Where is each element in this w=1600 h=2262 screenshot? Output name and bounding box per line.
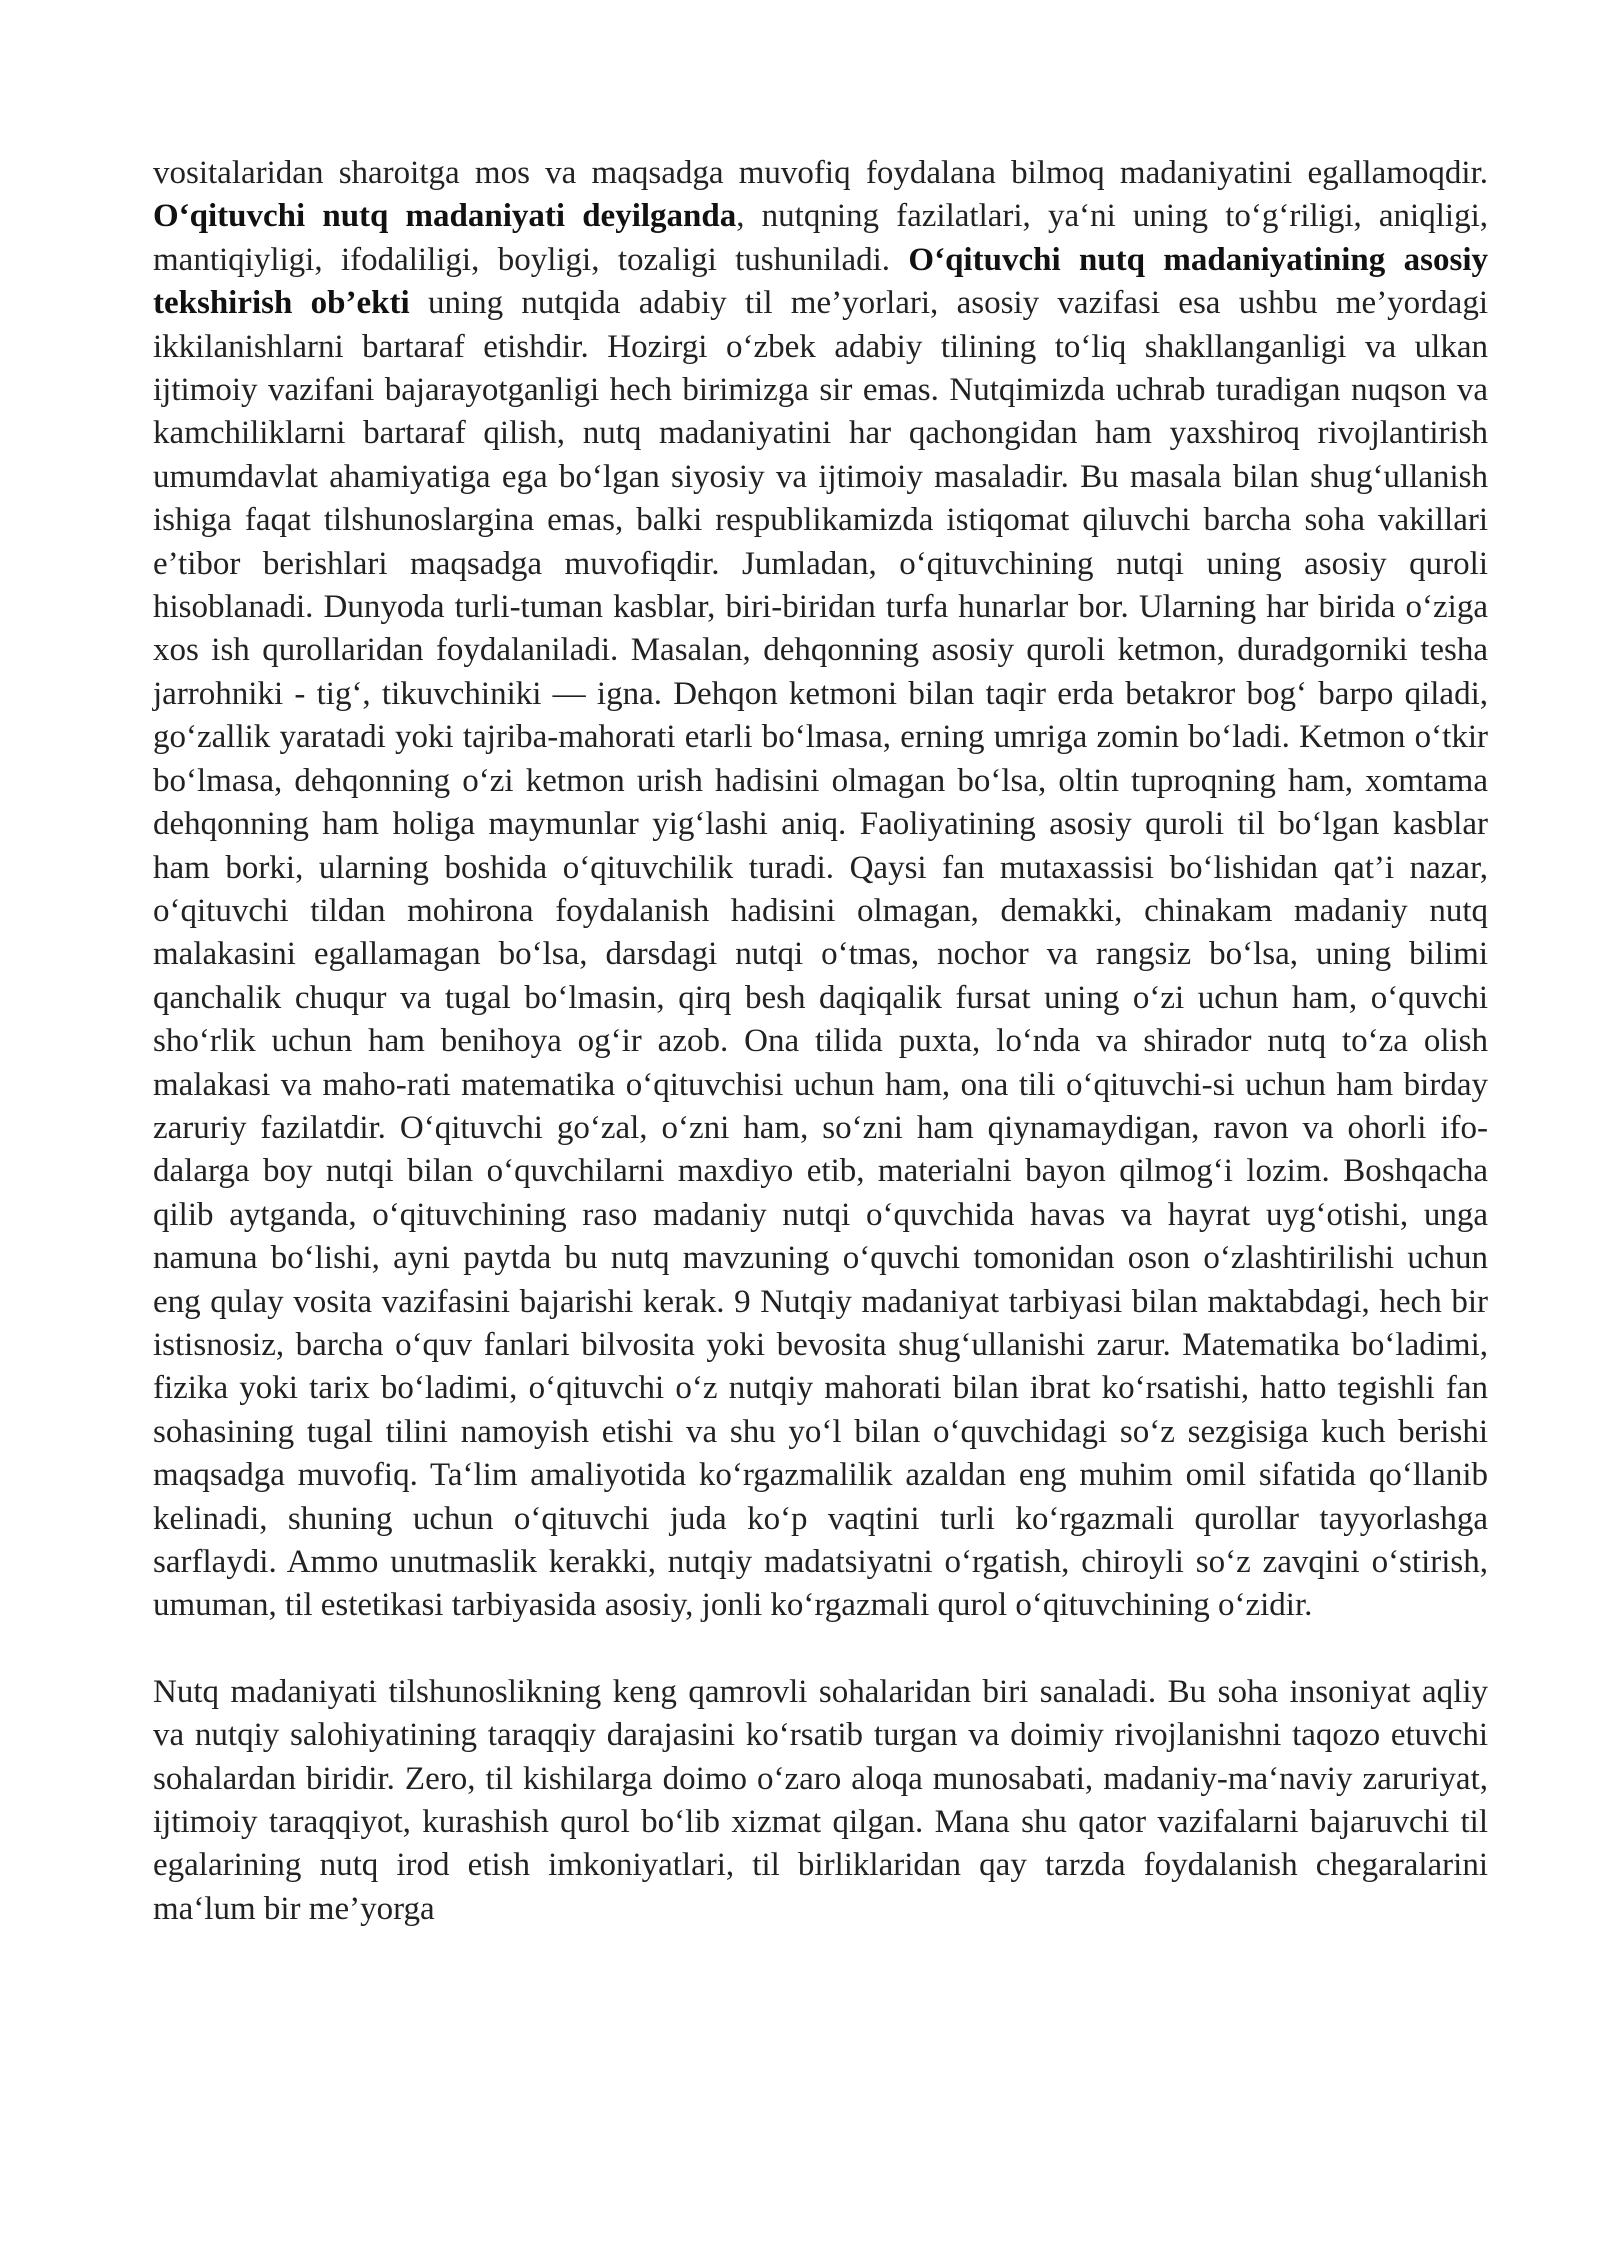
paragraph-speech-culture-linguistics — [153, 1671, 1488, 1931]
bold-term-research-object: O‘qituvchi nutq madaniyatining asosiy tekshirish ob’ekti — [153, 241, 1488, 322]
bold-term-teacher-speech-culture: O‘qituvchi nutq madaniyati deyilganda — [153, 198, 737, 235]
text-segment: vositalaridan sharoitga mos va maqsadga muvofiq foydalana bilmoq madaniyatini egallamoqdir. — [153, 155, 1488, 191]
paragraph-teacher-speech-culture — [153, 152, 1488, 1628]
document-page — [153, 152, 1488, 1931]
text-segment: uning nutqida adabiy til me’yorlari, asosiy vazifasi esa ushbu me’yordagi ikkilanishlarni bartaraf etishdir. Hozirgi o‘zbek adabiy tilining to‘liq shakllanganligi va ulkan ijtimoiy vazifani bajarayotganligi hech birimizga sir emas. Nutqimizda uchrab turadigan nuqson va kamchiliklarni bartaraf qilish, nutq madaniyatini har qachongidan ham yaxshiroq rivojlantirish umumdavlat ahamiyatiga ega bo‘lgan siyosiy va ijtimoiy masaladir. Bu masala bilan shug‘ullanish ishiga faqat tilshunoslargina emas, balki respublikamizda istiqomat qiluvchi barcha soha vakillari e’tibor berishlari maqsadga muvofiqdir. Jumladan, o‘qituvchining nutqi uning asosiy quroli hisoblanadi. Dunyoda turli-tuman kasblar, biri-biridan turfa hunarlar bor. Ularning har birida o‘ziga xos ish qurollaridan foydalaniladi. Masalan, dehqonning asosiy quroli ketmon, duradgorniki tesha jarrohniki - tig‘, tikuvchiniki — igna. Dehqon ketmoni bilan taqir erda betakror bog‘ barpo qiladi, go‘zallik yaratadi yoki tajriba-mahorati etarli bo‘lmasa, erning umriga zomin bo‘ladi. Ketmon o‘tkir bo‘lmasa, dehqonning o‘zi ketmon urish hadisini olmagan bo‘lsa, oltin tuproqning ham, xomtama dehqonning ham holiga maymunlar yig‘lashi aniq. Faoliyatining asosiy quroli til bo‘lgan kasblar ham borki, ularning boshida o‘qituvchilik turadi. Qaysi fan mutaxassisi bo‘lishidan qat’i nazar, o‘qituvchi tildan mohirona foydalanish hadisini olmagan, demakki, chinakam madaniy nutq malakasini egallamagan bo‘lsa, darsdagi nutqi o‘tmas, nochor va rangsiz bo‘lsa, uning bilimi qanchalik chuqur va tugal bo‘lmasin, qirq besh daqiqalik fursat uning o‘zi uchun ham, o‘quvchi sho‘rlik uchun ham benihoya og‘ir azob. Ona tilida puxta, lo‘nda va shirador nutq to‘za olish malakasi va maho-rati matematika o‘qituvchisi uchun ham, ona tili o‘qituvchi-si uchun ham birday zaruriy fazilatdir. O‘qituvchi go‘zal, o‘zni ham, so‘zni ham qiynamaydigan, ravon va ohorli ifo-dalarga boy nutqi bilan o‘quvchilarni maxdiyo etib, materialni bayon qilmog‘i lozim. Boshqacha qilib aytganda, o‘qituvchining raso madaniy nutqi o‘quvchida havas va hayrat uyg‘otishi, unga namuna bo‘lishi, ayni paytda bu nutq mavzuning o‘quvchi tomonidan oson o‘zlashtirilishi uchun eng qulay vosita vazifasini bajarishi kerak. 9 Nutqiy madaniyat tarbiyasi bilan maktabdagi, hech bir istisnosiz, barcha o‘quv fanlari bilvosita yoki bevosita shug‘ullanishi zarur. Matematika bo‘ladimi, fizika yoki tarix bo‘ladimi, o‘qituvchi o‘z nutqiy mahorati bilan ibrat ko‘rsatishi, hatto tegishli fan sohasining tugal tilini namoyish etishi va shu yo‘l bilan o‘quvchidagi so‘z sezgisiga kuch berishi maqsadga muvofiq. Ta‘lim amaliyotida ko‘rgazmalilik azaldan eng muhim omil sifatida qo‘llanib kelinadi, shuning uchun o‘qituvchi juda ko‘p vaqtini turli ko‘rgazmali qurollar tayyorlashga sarflaydi. Ammo unutmaslik kerakki, nutqiy madatsiyatni o‘rgatish, chiroyli so‘z zavqini o‘stirish, umuman, til estetikasi tarbiyasida asosiy, jonli ko‘rgazmali qurol o‘qituvchining o‘zidir. — [153, 285, 1488, 1624]
text-segment: Nutq madaniyati tilshunoslikning keng qamrovli sohalaridan biri sanaladi. Bu soha insoniyat aqliy va nutqiy salohiyatining taraqqiy darajasini ko‘rsatib turgan va doimiy rivojlanishni taqozo etuvchi sohalardan biridir. Zero, til kishilarga doimo o‘zaro aloqa munosabati, madaniy-ma‘naviy zaruriyat, ijtimoiy taraqqiyot, kurashish qurol bo‘lib xizmat qilgan. Mana shu qator vazifalarni bajaruvchi til egalarining nutq irod etish imkoniyatlari, til birliklaridan qay tarzda foydalanish chegaralarini ma‘lum bir me’yorga — [153, 1673, 1488, 1927]
text-segment: , nutqning fazilatlari, ya‘ni uning to‘g‘riligi, aniqligi, mantiqiyligi, ifodaliligi, boyligi, tozaligi tushuniladi. — [153, 198, 1488, 278]
